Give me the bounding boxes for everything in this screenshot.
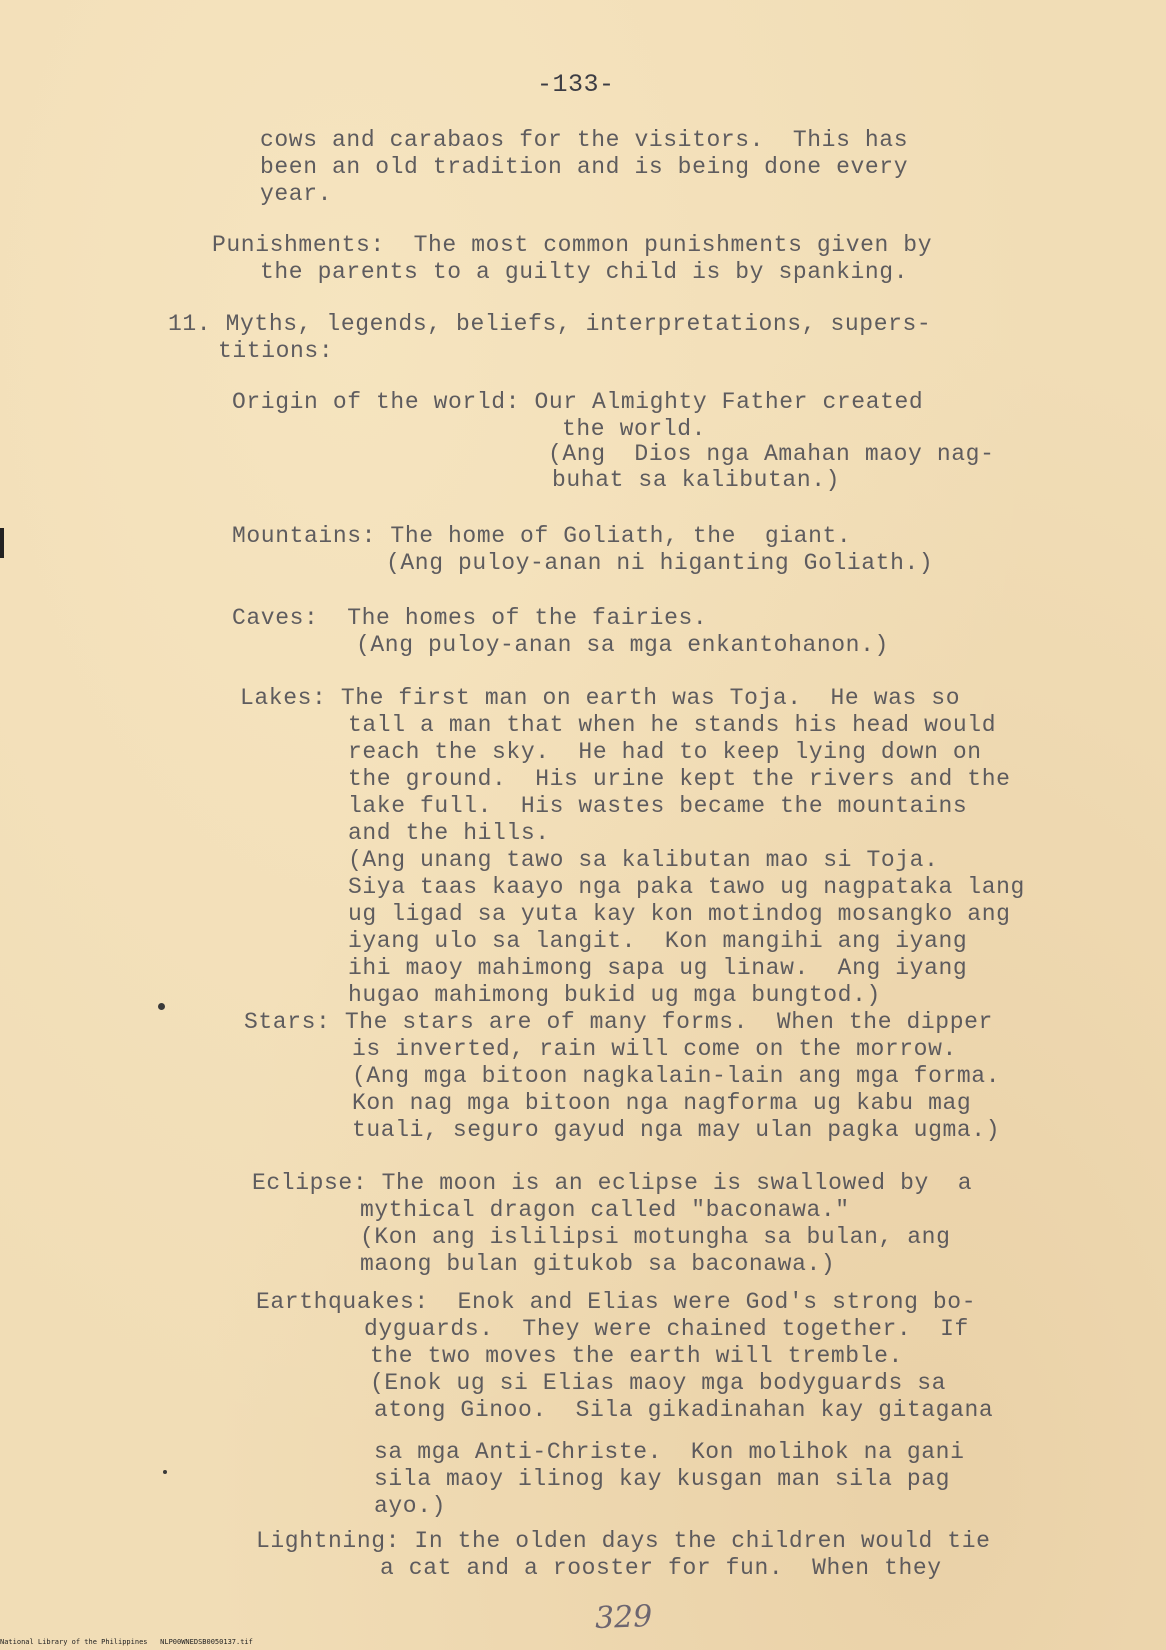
typed-line: Caves: The homes of the fairies. <box>232 605 708 631</box>
typed-line: (Kon ang islilipsi motungha sa bulan, ang <box>360 1224 951 1250</box>
typed-line: hugao mahimong bukid ug mga bungtod.) <box>348 982 881 1008</box>
typed-line: dyguards. They were chained together. If <box>364 1316 969 1342</box>
page-number: -133- <box>537 70 615 99</box>
typed-line: reach the sky. He had to keep lying down on <box>348 739 982 765</box>
ink-dot <box>158 1003 165 1010</box>
typed-line: iyang ulo sa langit. Kon mangihi ang iyang <box>348 928 968 954</box>
typed-line: a cat and a rooster for fun. When they <box>380 1555 942 1581</box>
typed-line: sila maoy ilinog kay kusgan man sila pag <box>374 1466 951 1492</box>
typed-line: been an old tradition and is being done every <box>260 154 909 180</box>
typed-line: ayo.) <box>374 1493 447 1519</box>
typed-line: and the hills. <box>348 820 550 846</box>
typed-line: the world. <box>562 416 707 442</box>
typed-line: Earthquakes: Enok and Elias were God's strong bo- <box>256 1289 977 1315</box>
typed-line: lake full. His wastes became the mountains <box>348 793 968 819</box>
binding-mark <box>0 528 4 558</box>
typed-line: the ground. His urine kept the rivers and the <box>348 766 1011 792</box>
typed-line: cows and carabaos for the visitors. This has <box>260 127 909 153</box>
archive-footer: National Library of the Philippines NLP00WNEDSB0050137.tif <box>0 1638 253 1646</box>
typed-line: Lightning: In the olden days the children would tie <box>256 1528 991 1554</box>
typed-line: Eclipse: The moon is an eclipse is swallowed by a <box>252 1170 973 1196</box>
typed-line: (Enok ug si Elias maoy mga bodyguards sa <box>370 1370 947 1396</box>
typed-line: sa mga Anti-Christe. Kon molihok na gani <box>374 1439 965 1465</box>
typed-line: the two moves the earth will tremble. <box>370 1343 903 1369</box>
typed-line: mythical dragon called "baconawa." <box>360 1197 850 1223</box>
typed-line: atong Ginoo. Sila gikadinahan kay gitagana <box>374 1397 994 1423</box>
typed-line: (Ang puloy-anan sa mga enkantohanon.) <box>356 632 889 658</box>
typed-line: Lakes: The first man on earth was Toja. He was so <box>240 685 961 711</box>
typed-line: tuali, seguro gayud nga may ulan pagka ugma.) <box>352 1117 1001 1143</box>
typed-line: Siya taas kaayo nga paka tawo ug nagpataka lang <box>348 874 1025 900</box>
typed-line: titions: <box>218 338 334 364</box>
typed-line: year. <box>260 181 333 207</box>
typed-line: ihi maoy mahimong sapa ug linaw. Ang iyang <box>348 955 968 981</box>
ink-speck <box>163 1470 167 1474</box>
typed-line: the parents to a guilty child is by spanking. <box>260 259 909 285</box>
folio-number: 329 <box>594 1599 653 1636</box>
typed-line: maong bulan gitukob sa baconawa.) <box>360 1251 836 1277</box>
typed-line: Kon nag mga bitoon nga nagforma ug kabu mag <box>352 1090 972 1116</box>
typed-line: Stars: The stars are of many forms. When the dipper <box>244 1009 993 1035</box>
typed-line: Mountains: The home of Goliath, the giant. <box>232 523 852 549</box>
typed-line: Punishments: The most common punishments given by <box>212 232 933 258</box>
typed-line: buhat sa kalibutan.) <box>552 467 841 493</box>
typed-line: ug ligad sa yuta kay kon motindog mosangko ang <box>348 901 1011 927</box>
typed-line: (Ang unang tawo sa kalibutan mao si Toja. <box>348 847 939 873</box>
section-heading: 11. Myths, legends, beliefs, interpretations, supers- <box>168 311 932 337</box>
typed-line: (Ang puloy-anan ni higanting Goliath.) <box>386 550 934 576</box>
typed-line: tall a man that when he stands his head would <box>348 712 997 738</box>
typed-line: (Ang Dios nga Amahan maoy nag- <box>548 441 995 467</box>
typed-line: is inverted, rain will come on the morrow. <box>352 1036 957 1062</box>
typed-line: Origin of the world: Our Almighty Father created <box>232 389 924 415</box>
typed-line: (Ang mga bitoon nagkalain-lain ang mga forma. <box>352 1063 1001 1089</box>
